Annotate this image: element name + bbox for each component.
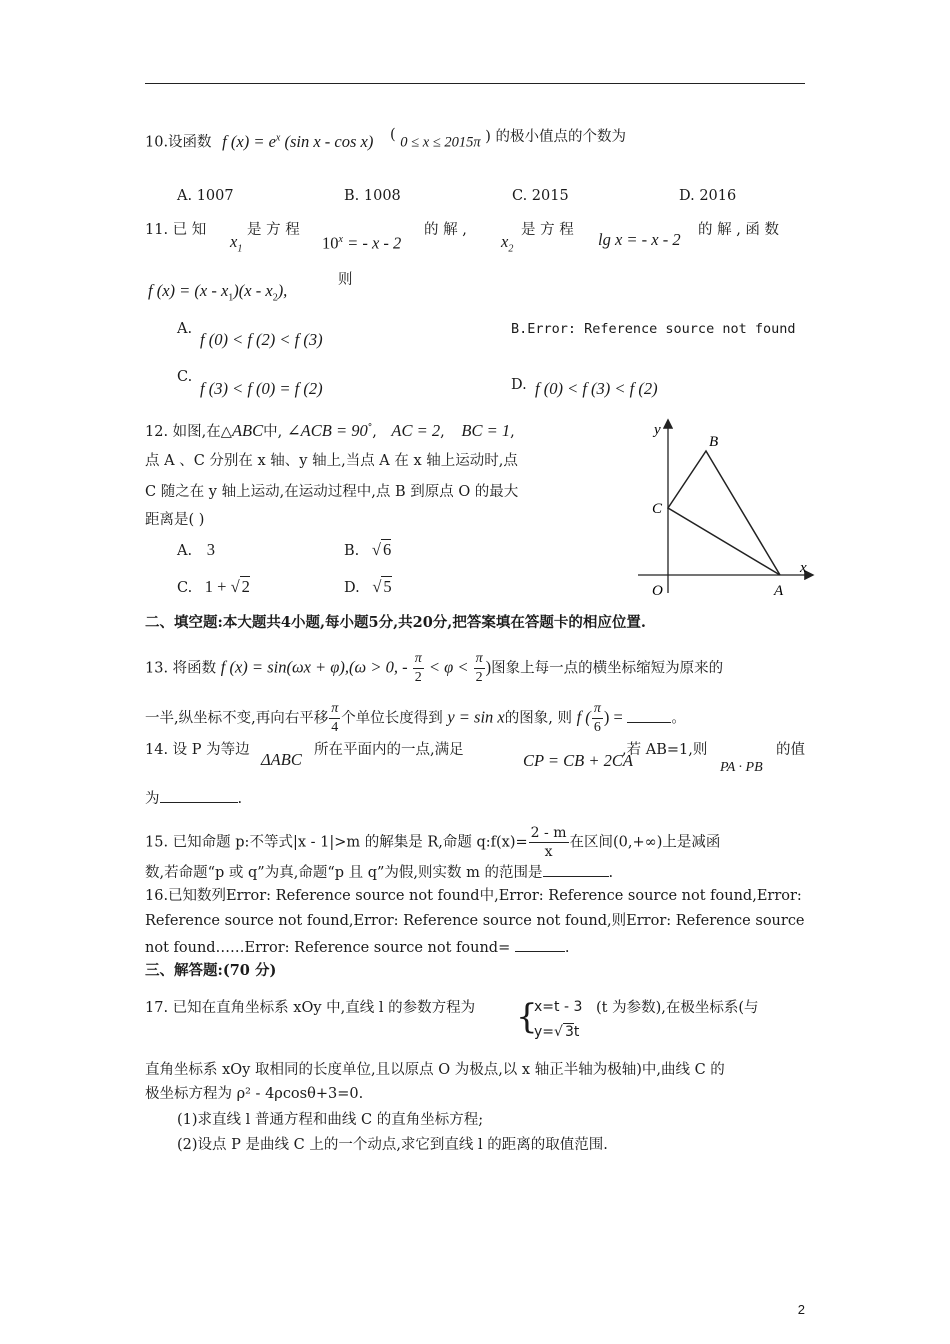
q17-system-line-2: y=√ 3t xyxy=(534,1024,580,1040)
header-rule xyxy=(145,83,805,84)
label-x: x xyxy=(800,560,807,576)
q14-dot-product: PA · PB xyxy=(720,760,763,775)
q16-answer-blank[interactable] xyxy=(515,936,565,952)
q13-line-1: 13. 将函数 f (x) = sin(ωx + φ),(ω > 0, - $\frac{\pi}{2}$ < φ < $\frac{\pi}{2}$ )图象上每一点的横坐标缩短为原来的 xyxy=(145,651,724,685)
q10-option-a: A. 1007 xyxy=(177,188,234,204)
q14-line-2: 为 . xyxy=(145,787,242,809)
q17-line-3: 极坐标方程为 ρ² - 4ρcosθ+3=0. xyxy=(145,1086,364,1102)
q10-option-c: C. 2015 xyxy=(512,188,569,204)
q17-line-2: 直角坐标系 xOy 取相同的长度单位,且以原点 O 为极点,以 x 轴正半轴为极轴)中,曲线 C 的 xyxy=(145,1062,725,1078)
q11-equation-1: $10^x$ = - x - 2 xyxy=(322,233,402,253)
q14-text-2: 所在平面内的一点,满足 xyxy=(314,742,464,758)
q14-text-4: 的值 xyxy=(776,742,805,758)
q17-subquestion-2: (2)设点 P 是曲线 C 上的一个动点,求它到直线 l 的距离的取值范围. xyxy=(177,1137,608,1153)
q15-line-2: 数,若命题“p 或 q”为真,命题“p 且 q”为假,则实数 m 的范围是 . xyxy=(145,861,613,883)
q11-text-4: 是 方 程 xyxy=(521,222,574,238)
q16-line-2: Reference source not found,Error: Reference source not found,则Error: Reference source xyxy=(145,913,805,929)
q11-function: f $(x) = (x - x_1)(x - x_2)$, xyxy=(148,281,288,304)
q14-triangle: ΔABC xyxy=(261,750,302,769)
q12-figure xyxy=(630,415,820,605)
q11-option-d-label: D. xyxy=(511,377,527,393)
q11-x2: $x_2$ xyxy=(501,232,514,255)
section-3-heading: 三、解答题:(70 分) xyxy=(145,962,277,979)
q11-label: 11. 已 知 xyxy=(145,222,207,238)
q13-answer-blank[interactable] xyxy=(627,707,671,723)
section-2-heading: 二、填空题:本大题共4小题,每小题5分,共20分,把答案填在答题卡的相应位置. xyxy=(145,614,646,631)
q11-equation-2: lg x = - x - 2 xyxy=(598,230,681,249)
q10-domain: 0 ≤ x ≤ 2015π xyxy=(400,134,481,151)
q15-line-1: 15. 已知命题 p:不等式|x - 1|>m 的解集是 R,命题 q:f(x)= $\frac{2 - m}{x}$ 在区间(0,+∞)上是减函 xyxy=(145,825,721,860)
q11-option-a-label: A. xyxy=(177,321,193,337)
triangle-abc xyxy=(668,451,780,575)
q14-text-3: ,若 AB=1,则 xyxy=(622,742,708,758)
q12-line-2: 点 A 、C 分别在 x 轴、y 轴上,当点 A 在 x 轴上运动时,点 xyxy=(145,453,518,469)
label-c: C xyxy=(652,501,663,517)
q12-line-3: C 随之在 y 轴上运动,在运动过程中,点 B 到原点 O 的最大 xyxy=(145,484,519,500)
label-o: O xyxy=(652,583,663,599)
q13-line-2: 一半,纵坐标不变,再向右平移 $\frac{\pi}{4}$ 个单位长度得到 y = sin x的图象, 则 f ( $\frac{\pi}{6}$ ) = 。 xyxy=(145,701,686,735)
q14-label: 14. 设 P 为等边 xyxy=(145,742,250,758)
q14-condition: CP = CB + 2CA xyxy=(523,751,633,770)
q11-text-5: 的 解 , 函 数 xyxy=(698,222,780,238)
q10-stem: 10.设函数 f $(x) = e^x$ (sin x - cos x) ( 0 ≤ x ≤ 2015π ) 的极小值点的个数为 xyxy=(145,126,627,151)
q14-answer-blank[interactable] xyxy=(160,787,238,803)
label-y: y xyxy=(654,422,661,438)
q10-option-b: B. 1008 xyxy=(344,188,401,204)
q11-then: 则 xyxy=(338,272,353,288)
q12-option-d: D. √ 5 xyxy=(344,577,392,596)
q11-option-c-label: C. xyxy=(177,369,193,385)
q17-line-1b: (t 为参数),在极坐标系(与 xyxy=(596,1000,759,1016)
q11-x1: $x_1$ xyxy=(230,232,243,255)
q11-option-b: B.Error: Reference source not found xyxy=(511,321,796,337)
q11-option-a: f (0) < f (2) < f (3) xyxy=(200,330,323,349)
q12-line-1: 12. 如图,在△ABC中, ∠ACB = 90°, AC = 2, BC = 1, xyxy=(145,420,515,440)
q11-option-d: f (0) < f (3) < f (2) xyxy=(535,379,658,398)
q16-line-1: 16.已知数列Error: Reference source not found中,Error: Reference source not found,Error: xyxy=(145,888,802,904)
q17-system-line-1: x=t - 3 xyxy=(534,999,583,1015)
q17-line-1a: 17. 已知在直角坐标系 xOy 中,直线 l 的参数方程为 xyxy=(145,1000,476,1016)
label-b: B xyxy=(709,434,719,450)
q11-text-2: 是 方 程 xyxy=(247,222,300,238)
q12-line-4: 距离是( ) xyxy=(145,512,205,528)
q12-option-a: A. 3 xyxy=(177,540,215,559)
q11-option-c: f (3) < f (0) = f (2) xyxy=(200,379,323,398)
q12-option-c: C. 1 + √ 2 xyxy=(177,577,250,596)
q11-text-3: 的 解 , xyxy=(424,222,467,238)
q17-brace: { xyxy=(516,997,538,1037)
q15-answer-blank[interactable] xyxy=(543,861,609,877)
q16-line-3: not found……Error: Reference source not found= . xyxy=(145,936,569,958)
label-a: A xyxy=(774,583,784,599)
page-number: 2 xyxy=(797,1302,805,1317)
q17-subquestion-1: (1)求直线 l 普通方程和曲线 C 的直角坐标方程; xyxy=(177,1112,484,1128)
q12-option-b: B. √ 6 xyxy=(344,540,392,559)
q10-function: f $(x) = e^x$ (sin x - cos x) xyxy=(222,131,374,151)
q10-option-d: D. 2016 xyxy=(679,188,737,204)
